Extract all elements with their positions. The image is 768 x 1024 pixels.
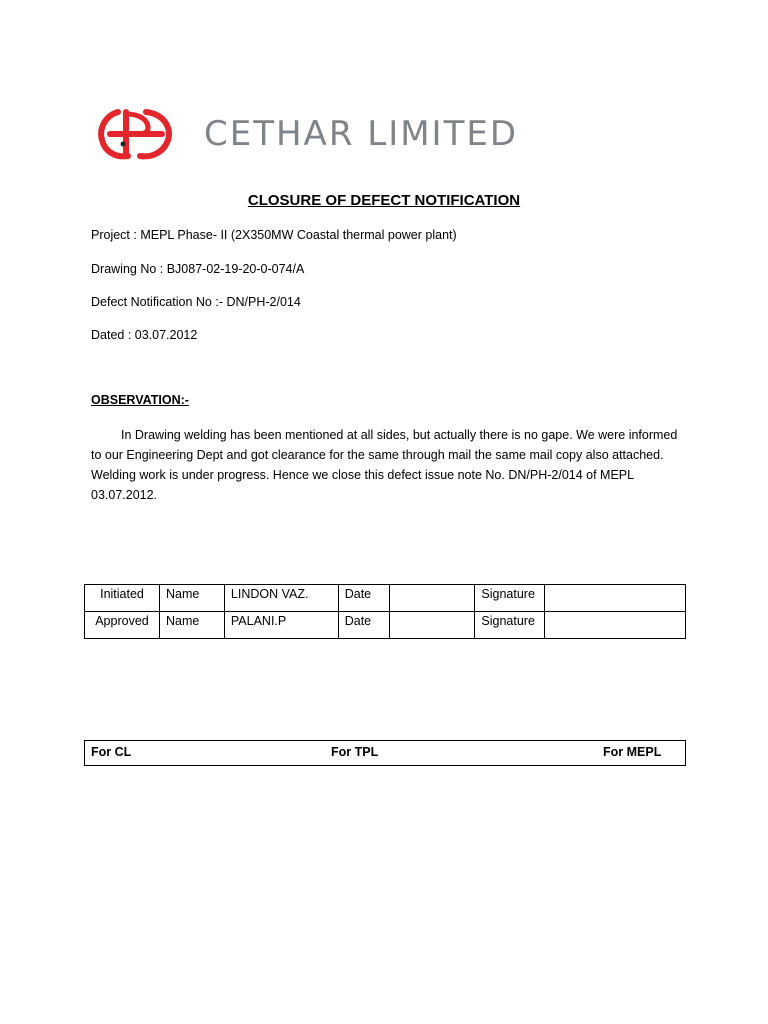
- company-name: CETHAR LIMITED: [204, 114, 519, 154]
- date-value-cell: [389, 612, 475, 639]
- for-cl-label: For CL: [91, 745, 132, 759]
- name-value-cell: LINDON VAZ.: [224, 585, 338, 612]
- role-cell: Approved: [85, 612, 160, 639]
- for-mepl-label: For MEPL: [603, 745, 662, 759]
- observation-text: In Drawing welding has been mentioned at all sides, but actually there is no gape. We were informed to our Engineering Dept and got clearance for the same through mail the same mail copy also attached. Welding work is under progress. Hence we close this defect issue note No. DN/PH-2/014 of MEPL 03.07.2012.: [91, 428, 678, 502]
- signature-value-cell: [545, 585, 686, 612]
- signature-label-cell: Signature: [475, 612, 545, 639]
- date-value-cell: [389, 585, 475, 612]
- document-title: CLOSURE OF DEFECT NOTIFICATION: [247, 192, 521, 209]
- name-label-cell: Name: [159, 585, 224, 612]
- cethar-logo-mark-icon: [96, 106, 174, 162]
- project-line: Project : MEPL Phase- II (2X350MW Coastal thermal power plant): [91, 228, 457, 242]
- signature-label-cell: Signature: [475, 585, 545, 612]
- date-label-cell: Date: [338, 612, 389, 639]
- dated-line: Dated : 03.07.2012: [91, 328, 198, 342]
- approval-footer-box: [84, 740, 686, 766]
- date-label-cell: Date: [338, 585, 389, 612]
- company-header: [96, 106, 616, 166]
- name-value-cell: PALANI.P: [224, 612, 338, 639]
- for-tpl-label: For TPL: [331, 745, 379, 759]
- table-row: [85, 585, 686, 612]
- role-cell: Initiated: [85, 585, 160, 612]
- signature-table: [84, 584, 686, 639]
- drawing-number-line: Drawing No : BJ087-02-19-20-0-074/A: [91, 262, 305, 276]
- observation-heading: OBSERVATION:-: [91, 393, 189, 407]
- name-label-cell: Name: [159, 612, 224, 639]
- table-row: [85, 612, 686, 639]
- signature-value-cell: [545, 612, 686, 639]
- defect-notification-line: Defect Notification No :- DN/PH-2/014: [91, 295, 301, 309]
